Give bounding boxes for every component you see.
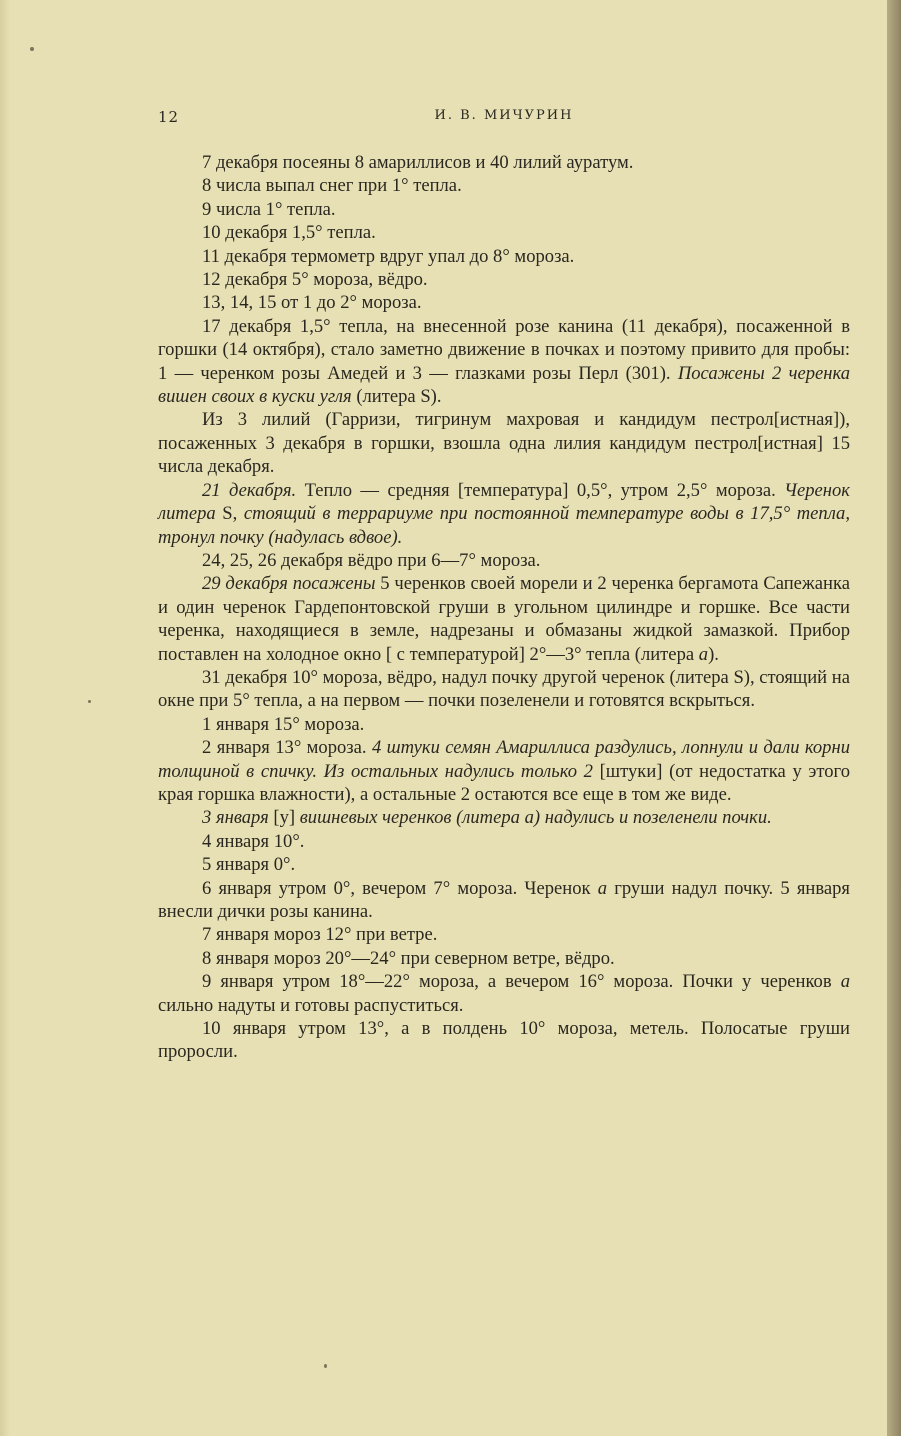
diary-entry [158, 151, 850, 174]
italic-text-run: вишневых черенков (литера a) надулись и позеленели почки. [299, 807, 772, 829]
text-run: 11 декабря термометр вдруг упал до 8° мороза. [202, 245, 575, 267]
diary-entry [158, 736, 850, 806]
text-run: 1 января 15° мороза. [202, 713, 365, 735]
text-run: 12 декабря 5° мороза, вёдро. [202, 269, 428, 291]
diary-entry [158, 572, 850, 666]
paper-speck [30, 47, 34, 51]
running-head [158, 108, 850, 132]
diary-entry [158, 198, 850, 221]
diary-entry [158, 408, 850, 478]
diary-entry [158, 315, 850, 409]
text-run: (литера S). [351, 386, 442, 408]
text-run: 8 числа выпал снег при 1° тепла. [202, 175, 462, 197]
diary-entry [158, 806, 850, 829]
italic-text-run: a [698, 643, 709, 665]
diary-entry [158, 970, 850, 1017]
diary-entry [158, 923, 850, 946]
text-run: сильно надуты и готовы распуститься. [158, 994, 464, 1016]
diary-entry [158, 830, 850, 853]
text-run: 17 декабря 1,5° тепла, на внесенной розе канина (11 декабря), посаженной в горшки (14 октября), стало заметно движение в почках и поэтому привито для пробы: 1 — черенком розы Амедей и 3 — глазками розы Перл (301). [158, 315, 850, 384]
italic-text-run: 3 января [202, 807, 269, 829]
text-run: [у] [268, 807, 300, 829]
text-run: 24, 25, 26 декабря вёдро при 6—7° мороза. [202, 549, 541, 571]
paper-speck [88, 700, 91, 703]
text-run: 2 января 13° мороза. [202, 737, 372, 759]
text-run: 5 черенков своей морели и 2 черенка бергамота Сапежанка и один черенок Гардепонтовской груши в угольном цилиндре и горшке. Все части черенка, находящиеся в земле, надрезаны и обмазаны жидкой замазкой. Прибор поставлен на холодное окно [ с температурой] 2°—3° тепла (литера [158, 573, 850, 665]
text-run: [штуки] (от недостатка у этого края горшка влажности), а остальные 2 остаются все еще в том же виде. [158, 760, 850, 805]
text-run: 6 января утром 0°, вечером 7° мороза. Черенок [202, 877, 598, 899]
text-run: ). [708, 643, 719, 665]
diary-entry [158, 853, 850, 876]
italic-text-run: 21 декабря. [202, 479, 297, 501]
text-run: 8 января мороз 20°—24° при северном ветре, вёдро. [202, 947, 615, 969]
text-run: 31 декабря 10° мороза, вёдро, надул почку другой черенок (литера S), стоящий на окне при 5° тепла, а на первом — почки позеленели и готовятся вскрыться. [158, 666, 850, 712]
page-number: 12 [158, 108, 180, 126]
text-run: 9 января утром 18°—22° мороза, а вечером 16° мороза. Почки у черенков [202, 971, 841, 993]
text-run: 10 января утром 13°, а в полдень 10° мороза, метель. Полосатые груши проросли. [158, 1018, 850, 1063]
italic-text-run: 29 декабря посажены [202, 573, 376, 595]
italic-text-run: стоящий в террариуме при постоянной температуре воды в 17,5° тепла, тронул почку (надулась вдвое). [158, 503, 850, 548]
text-run: Тепло — средняя [температура] 0,5°, утром 2,5° мороза. [296, 479, 785, 501]
diary-entry [158, 268, 850, 291]
diary-entry [158, 245, 850, 268]
italic-text-run: Черенок литера [158, 479, 850, 525]
italic-text-run: a [597, 877, 608, 899]
diary-entry [158, 877, 850, 924]
text-run: 10 декабря 1,5° тепла. [202, 222, 376, 244]
italic-text-run: Посажены 2 черенка вишен своих в куски угля [158, 362, 851, 408]
header-author: И. В. МИЧУРИН [434, 108, 574, 123]
diary-entry [158, 174, 850, 197]
italic-text-run: a [840, 971, 850, 993]
text-run: S, [215, 503, 244, 525]
diary-entry [158, 947, 850, 970]
diary-entry [158, 549, 850, 572]
diary-entry [158, 221, 850, 244]
diary-text [158, 151, 850, 1064]
paper-speck [324, 1364, 327, 1368]
italic-text-run: 4 штуки семян Амариллиса раздулись, лопнули и дали корни толщиной в спичку. Из остальных надулись только 2 [158, 737, 850, 782]
text-run: 4 января 10°. [202, 830, 305, 852]
text-run: 7 декабря посеяны 8 амариллисов и 40 лилий ауратум. [202, 152, 634, 173]
diary-entry [158, 666, 850, 713]
diary-entry [158, 479, 850, 549]
diary-entry [158, 713, 850, 736]
text-run: Из 3 лилий (Гарризи, тигринум махровая и кандидум пестрол[истная]), посаженных 3 декабря в горшки, взошла одна лилия кандидум пестрол[истная] 15 числа декабря. [158, 409, 850, 478]
text-run: 5 января 0°. [202, 854, 296, 876]
diary-entry [158, 291, 850, 314]
text-run: груши надул почку. 5 января внесли дички розы канина. [158, 877, 850, 922]
text-run: 13, 14, 15 от 1 до 2° мороза. [202, 292, 422, 314]
text-run: 7 января мороз 12° при ветре. [202, 924, 438, 946]
text-run: 9 числа 1° тепла. [202, 198, 336, 220]
diary-entry [158, 1017, 850, 1064]
